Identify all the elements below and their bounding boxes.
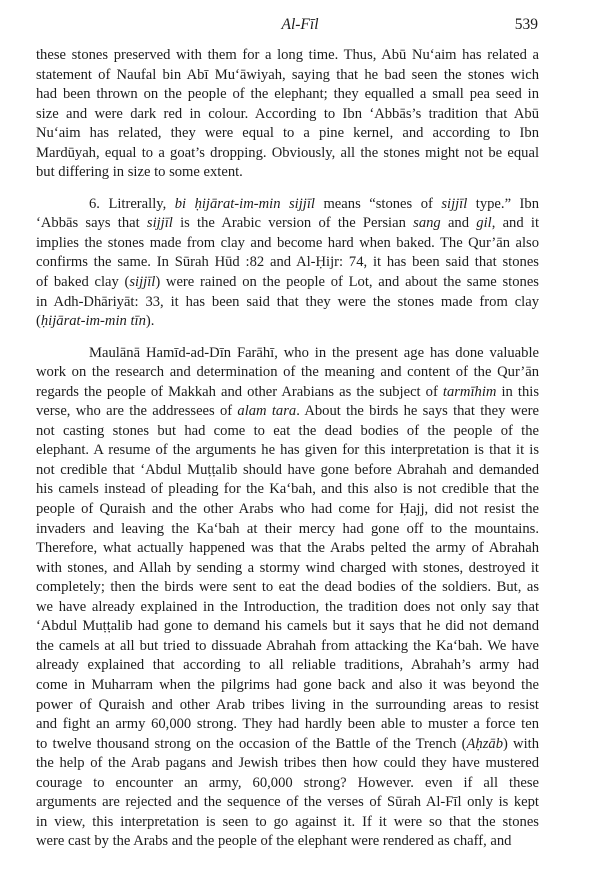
text-run: to twelve thousand strong on the occasion of the Battle of the Trench (: [36, 735, 467, 752]
text-run: had been thrown on the people of the elephant; they equalled a small pea seed in: [36, 86, 539, 103]
text-line: [36, 422, 539, 442]
body-text: [36, 46, 539, 852]
text-line: [36, 676, 539, 696]
text-line: [36, 214, 539, 234]
text-run: invaders and leaving the Ka‘bah at their mercy had gone off to the mountains.: [36, 520, 539, 537]
text-run: type.” Ibn: [467, 195, 539, 212]
text-run: and fight an army 60,000 strong. They had hardly been able to muster a force ten: [36, 716, 539, 733]
running-head: [0, 14, 600, 38]
paragraph-gap: [36, 183, 539, 195]
text-line: [36, 402, 539, 422]
text-line: [36, 598, 539, 618]
text-line: [36, 656, 539, 676]
paragraph-stones-size: [36, 46, 539, 183]
text-line: [36, 617, 539, 637]
text-line: [36, 637, 539, 657]
text-run: Maulānā Hamīd-ad-Dīn Farāhī, who in the present age has done valuable: [89, 344, 539, 361]
text-run: in view, this interpretation is seen to go against it. If it were so that the stones: [36, 813, 539, 830]
paragraph-gap: [36, 332, 539, 344]
text-line: [36, 383, 539, 403]
text-run: of baked clay (: [36, 274, 130, 291]
paragraph-note-6-sijjil: [36, 195, 539, 332]
text-line: [36, 813, 539, 833]
text-run: courage to encounter an army, 60,000 strong? However. even if all these: [36, 774, 539, 791]
text-run: statement of Naufal bin Abī Mu‘āwiyah, saying that he bad seen the stones wich: [36, 66, 539, 83]
paragraph-farahi-interpretation: [36, 344, 539, 852]
text-run: , and it: [491, 215, 539, 232]
text-line: [36, 578, 539, 598]
transliteration-italic: alam tara: [237, 403, 297, 420]
text-line: [36, 461, 539, 481]
text-line: [36, 559, 539, 579]
transliteration-italic: tarmīhim: [442, 383, 497, 400]
text-run: implies the stones made from clay and become hard when baked. The Qur’ān also: [36, 234, 539, 251]
text-run: with stones, and Allah by sending a stormy wind charged with stones, destroyed it: [36, 559, 539, 576]
text-line: [36, 832, 539, 852]
text-line: [36, 195, 539, 215]
text-line: [36, 312, 539, 332]
page-number: 539: [514, 16, 538, 33]
text-run: already explained that according to all reliable traditions, Abrahah’s army had: [36, 657, 539, 674]
text-line: [36, 273, 539, 293]
transliteration-italic: sijjīl: [441, 195, 468, 212]
text-run: we have already explained in the Introduction, the tradition does not only say that: [36, 598, 539, 615]
text-run: not casting stones but had come to eat the dead bodies of the people of the: [36, 422, 539, 439]
text-line: [36, 696, 539, 716]
text-line: [36, 234, 539, 254]
text-run: (: [36, 313, 41, 330]
transliteration-italic: gil: [476, 215, 492, 232]
transliteration-italic: Aḥzāb: [466, 735, 503, 752]
text-line: [36, 480, 539, 500]
text-run: but differing in size to some extent.: [36, 164, 243, 181]
text-run: means “stones of: [314, 195, 442, 212]
text-run: work on the research and determination of the meaning and content of the Qur’ān: [36, 364, 539, 381]
text-run: the camels at all but tried to dissuade Abrahah from attacking the Ka‘bah. We have: [36, 637, 539, 654]
text-run: were cast by the Arabs and the people of the elephant were rendered as chaff, and: [36, 833, 512, 850]
text-line: [36, 363, 539, 383]
text-line: [36, 46, 539, 66]
text-line: [36, 539, 539, 559]
text-run: the help of the Arab pagans and Jewish tribes then how could they have mustered: [36, 755, 539, 772]
text-run: not credible that ‘Abdul Muṭṭalib should have gone before Abrahah and demanded: [36, 461, 539, 478]
running-title: Al-Fīl: [281, 16, 319, 33]
text-run: ).: [145, 313, 155, 330]
text-line: [36, 793, 539, 813]
transliteration-italic: sijjīl: [129, 274, 156, 291]
transliteration-italic: sang: [413, 215, 441, 232]
text-line: [36, 144, 539, 164]
text-line: [36, 774, 539, 794]
text-run: elephant. A resume of the arguments he has given for this interpretation is that it is: [36, 442, 539, 459]
text-run: and: [440, 215, 477, 232]
text-run: verse, who are the addressees of: [36, 403, 238, 420]
text-line: [36, 520, 539, 540]
text-run: ‘Abdul Muṭṭalib had gone to demand his camels but it says that he did not demand: [36, 618, 539, 635]
text-run: come in Muharram when the pilgrims had gone back and also it was beyond the: [36, 676, 539, 693]
text-run: in this: [496, 383, 539, 400]
text-line: [36, 500, 539, 520]
text-run: . About the birds he says that they were: [296, 403, 539, 420]
text-run: confirms the same. In Sūrah Hūd :82 and Al-Ḥijr: 74, it has been said that stones: [36, 254, 539, 271]
text-line: [36, 253, 539, 273]
text-run: 6. Litrerally,: [89, 195, 175, 212]
text-run: Mardūyah, equal to a goat’s dropping. Obviously, all the stones might not be equal: [36, 144, 539, 161]
text-run: Therefore, what actually happened was that the Arabs pelted the army of Abrahah: [36, 540, 539, 557]
text-line: [36, 66, 539, 86]
text-line: [36, 105, 539, 125]
text-line: [36, 441, 539, 461]
transliteration-italic: bi ḥijārat-im-min sijjīl: [174, 195, 315, 212]
text-line: [36, 344, 539, 364]
text-run: Nu‘aim has related, they were equal to a pine kernel, and according to Ibn: [36, 125, 539, 142]
text-run: power of Quraish and other Arab tribes living in the surrounding areas to resist: [36, 696, 539, 713]
text-line: [36, 163, 539, 183]
text-run: regards the people of Makkah and other Arabians as the subject of: [36, 383, 443, 400]
text-line: [36, 754, 539, 774]
text-line: [36, 85, 539, 105]
text-run: in Adh-Dhāriyāt: 33, it has been said that they were the stones made from clay: [36, 293, 539, 310]
text-run: these stones preserved with them for a long time. Thus, Abū Nu‘aim has related a: [36, 47, 539, 63]
transliteration-italic: sijjīl: [146, 215, 173, 232]
text-line: [36, 735, 539, 755]
text-run: ) with: [503, 735, 539, 752]
text-run: people of Quraish and the other Arabs who had come for Ḥajj, did not resist the: [36, 501, 539, 518]
text-run: size and were dark red in colour. According to Ibn ‘Abbās’s tradition that Abū: [36, 105, 539, 122]
text-line: [36, 124, 539, 144]
text-run: his camels instead of pleading for the Ka‘bah, and this also is not credible that the: [36, 481, 539, 498]
text-run: ) were rained on the people of Lot, and about the same stones: [155, 274, 539, 291]
transliteration-italic: ḥijārat-im-min tīn: [40, 313, 146, 330]
text-run: completely; then the birds were sent to eat the dead bodies of the soldiers. But, as: [36, 579, 539, 596]
text-run: is the Arabic version of the Persian: [172, 215, 414, 232]
text-run: arguments are rejected and the sequence of the verses of Sūrah Al-Fīl only is kept: [36, 794, 539, 811]
text-run: ‘Abbās says that: [36, 215, 147, 232]
text-line: [36, 293, 539, 313]
text-line: [36, 715, 539, 735]
